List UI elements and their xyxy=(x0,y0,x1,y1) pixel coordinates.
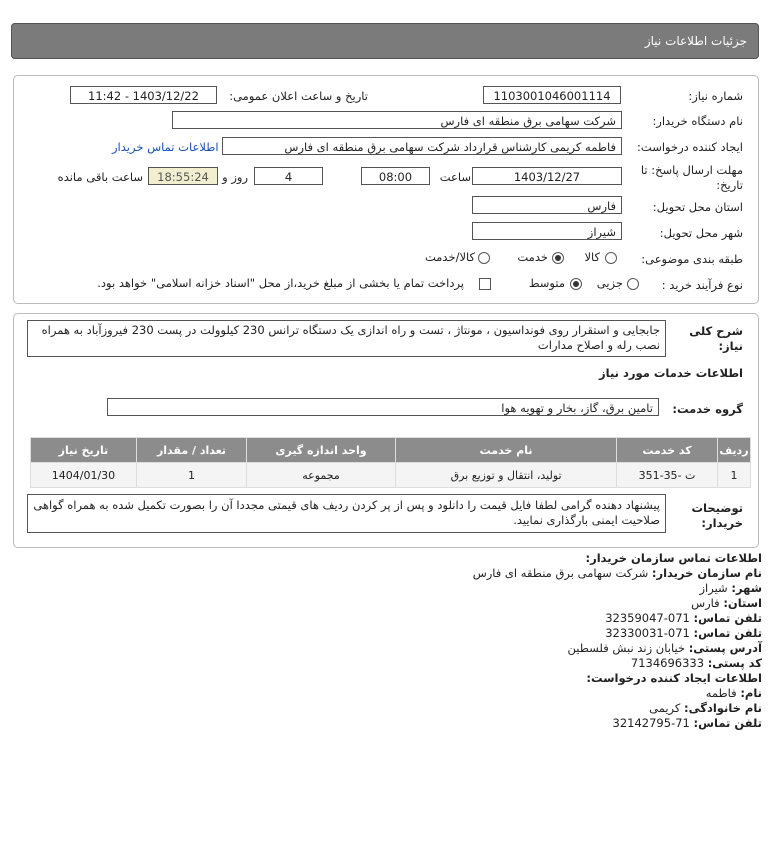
creator-field: فاطمه کریمی کارشناس قرارداد شرکت سهامی برق منطقه ای فارس xyxy=(222,137,622,155)
services-table xyxy=(30,437,751,488)
announce-label: تاریخ و ساعت اعلان عمومی: xyxy=(229,89,368,103)
contact-province: فارس xyxy=(691,596,720,610)
creator-family-row xyxy=(649,701,762,715)
contact-address-row xyxy=(568,641,763,655)
deadline-time-label: ساعت xyxy=(439,170,471,184)
contact-postal: 7134696333 xyxy=(630,656,705,670)
contact-fax-row xyxy=(605,626,762,640)
province-label: استان محل تحویل: xyxy=(652,200,743,214)
col-row-header: ردیف xyxy=(717,438,750,463)
contact-city-label: شهر: xyxy=(731,581,762,595)
creator-phone-label: تلفن تماس: xyxy=(693,716,762,730)
remaining-time-field: 18:55:24 xyxy=(148,167,218,185)
creator-label: ایجاد کننده درخواست: xyxy=(637,140,743,154)
contact-section xyxy=(0,551,770,791)
creator-name-row xyxy=(706,686,762,700)
contact-city-row xyxy=(699,581,762,595)
contact-org: شرکت سهامی برق منطقه ای فارس xyxy=(472,566,649,580)
col-date-header: تاریخ نیاز xyxy=(31,438,137,463)
buyer-contact-link[interactable]: اطلاعات تماس خریدار xyxy=(112,140,219,154)
deadline-label: مهلت ارسال پاسخ: تا xyxy=(640,163,743,177)
services-section-title: اطلاعات خدمات مورد نیاز xyxy=(599,366,743,380)
buyer-notes-label-2: خریدار: xyxy=(701,516,743,530)
process-radio-minor[interactable] xyxy=(627,278,639,290)
province-field: فارس xyxy=(472,196,622,214)
buyer-notes-text: پیشنهاد دهنده گرامی لطفا فایل قیمت را دانلود و پس از پر کردن ردیف های قیمتی مجددا آن را بصورت تکمیل شده به همراه گواهی صلاحیت ایمنی بارگذاری نمایید. xyxy=(27,494,666,533)
contact-address-label: آدرس پستی: xyxy=(688,641,762,655)
need-number-field: 1103001046001114 xyxy=(483,86,621,104)
contact-city: شیراز xyxy=(699,581,728,595)
description-label: شرح کلی xyxy=(689,324,743,338)
category-radio-goods[interactable] xyxy=(605,252,617,264)
table-row xyxy=(31,463,751,488)
category-option-service: خدمت xyxy=(517,250,548,264)
city-field: شیراز xyxy=(472,222,622,240)
days-label: روز و xyxy=(222,170,248,184)
col-code-header: کد خدمت xyxy=(617,438,718,463)
payment-note: پرداخت تمام یا بخشی از مبلغ خرید،از محل "اسناد خزانه اسلامی" خواهد بود. xyxy=(97,276,464,290)
page-header xyxy=(11,23,759,59)
service-group-field: تامین برق، گاز، بخار و تهویه هوا xyxy=(107,398,659,416)
category-label: طبقه بندی موضوعی: xyxy=(641,252,743,266)
category-radio-goods-service[interactable] xyxy=(478,252,490,264)
contact-org-label: نام سازمان خریدار: xyxy=(651,566,762,580)
creator-phone: 71-32142795 xyxy=(612,716,690,730)
col-unit-header: واحد اندازه گیری xyxy=(246,438,395,463)
deadline-date-field: 1403/12/27 xyxy=(472,167,622,185)
cell-name: تولید، انتقال و توزیع برق xyxy=(396,463,617,488)
service-group-label: گروه خدمت: xyxy=(672,402,743,416)
creator-family: کریمی xyxy=(649,701,681,715)
cell-code: ت -35-351 xyxy=(617,463,718,488)
process-option-medium: متوسط xyxy=(528,276,565,290)
contact-fax-label: تلفن تماس: xyxy=(693,626,762,640)
contact-fax: 071-32330031 xyxy=(605,626,690,640)
contact-address: خیابان زند نبش فلسطین xyxy=(567,641,686,655)
treasury-payment-checkbox[interactable] xyxy=(479,278,491,290)
table-header-row xyxy=(31,438,751,463)
contact-postal-label: کد پستی: xyxy=(707,656,762,670)
creator-name: فاطمه xyxy=(705,686,737,700)
remaining-label: ساعت باقی مانده xyxy=(57,170,143,184)
contact-phone: 071-32359047 xyxy=(605,611,690,625)
announce-field: 1403/12/22 - 11:42 xyxy=(70,86,217,104)
category-option-goods: کالا xyxy=(584,250,600,264)
days-field: 4 xyxy=(254,167,323,185)
need-info-panel xyxy=(13,75,759,304)
page-title: جزئیات اطلاعات نیاز xyxy=(644,34,747,48)
cell-unit: مجموعه xyxy=(246,463,395,488)
category-option-goods-service: کالا/خدمت xyxy=(424,250,475,264)
creator-family-label: نام خانوادگی: xyxy=(684,701,762,715)
process-option-minor: جزیی xyxy=(596,276,623,290)
cell-date: 1404/01/30 xyxy=(31,463,137,488)
description-text: جابجایی و استقرار روی فونداسیون ، مونتاژ ، تست و راه اندازی یک دستگاه ترانس 230 کیلوولت در پست 230 فیروزآباد به همراه نصب رله و اصلاح مدارات xyxy=(27,320,666,357)
description-label-2: نیاز: xyxy=(718,339,743,353)
col-qty-header: تعداد / مقدار xyxy=(136,438,246,463)
cell-row: 1 xyxy=(717,463,750,488)
buyer-notes-label: توضیحات xyxy=(691,501,743,515)
category-radio-service[interactable] xyxy=(552,252,564,264)
contact-postal-row xyxy=(631,656,762,670)
contact-province-label: استان: xyxy=(723,596,762,610)
contact-org-row xyxy=(473,566,762,580)
contact-province-row xyxy=(691,596,762,610)
city-label: شهر محل تحویل: xyxy=(659,226,743,240)
process-label: نوع فرآیند خرید : xyxy=(661,278,743,292)
contact-phone-row xyxy=(605,611,762,625)
buyer-org-label: نام دستگاه خریدار: xyxy=(652,114,743,128)
contact-phone-label: تلفن تماس: xyxy=(693,611,762,625)
deadline-label-date: تاریخ: xyxy=(716,178,743,192)
creator-phone-row xyxy=(613,716,762,730)
creator-info-title: اطلاعات ایجاد کننده درخواست: xyxy=(586,671,762,685)
deadline-time-field: 08:00 xyxy=(361,167,430,185)
contact-title: اطلاعات تماس سازمان خریدار: xyxy=(585,551,762,565)
cell-qty: 1 xyxy=(136,463,246,488)
creator-name-label: نام: xyxy=(740,686,762,700)
col-name-header: نام خدمت xyxy=(396,438,617,463)
process-radio-medium[interactable] xyxy=(570,278,582,290)
need-number-label: شماره نیاز: xyxy=(688,89,743,103)
buyer-org-field: شرکت سهامی برق منطقه ای فارس xyxy=(172,111,622,129)
